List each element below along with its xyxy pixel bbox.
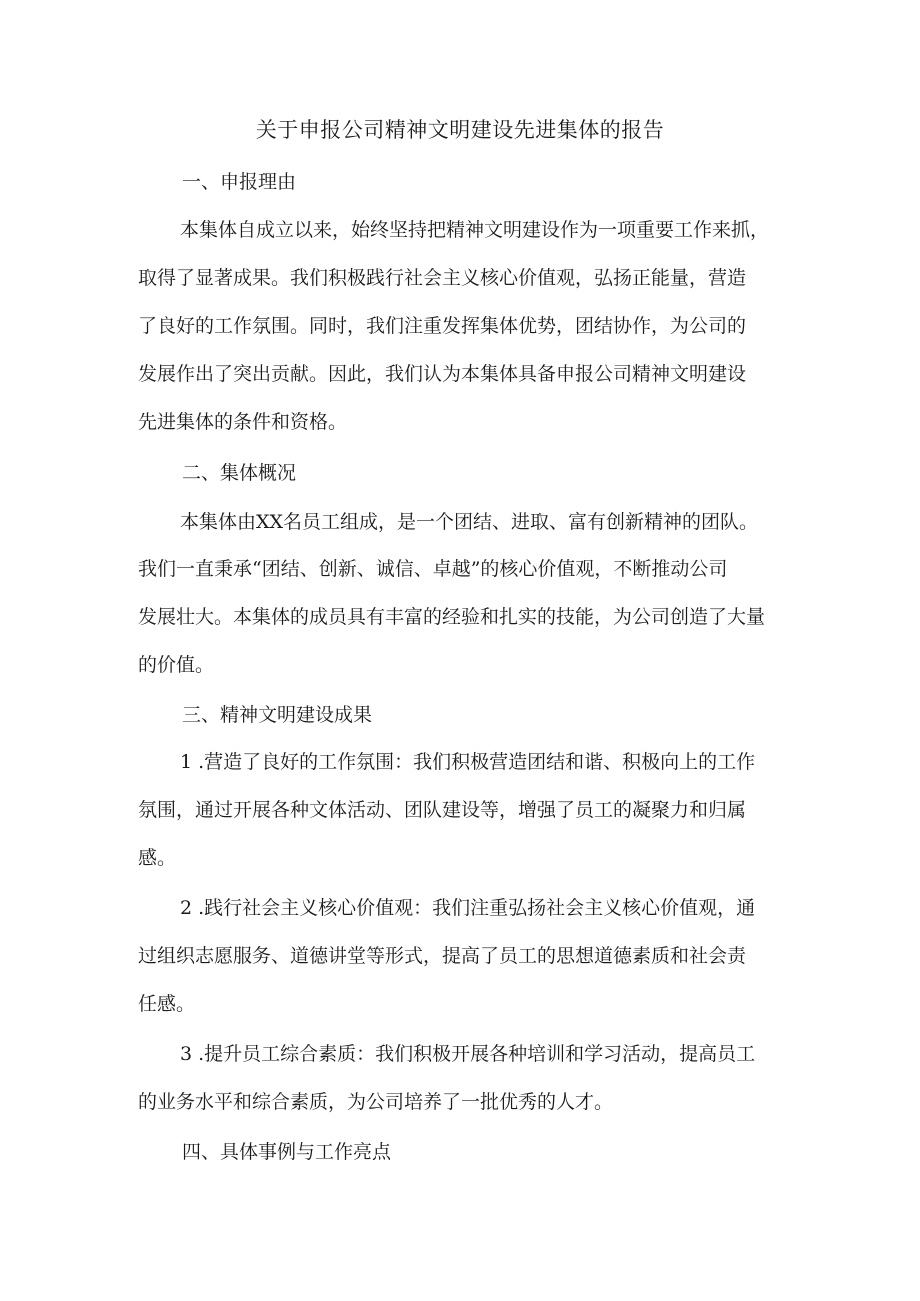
paragraph-line: 本集体自成立以来，始终坚持把精神文明建设作为一项重要工作来抓， [180, 219, 770, 241]
list-item-line: 过组织志愿服务、道德讲堂等形式，提高了员工的思想道德素质和社会责 [138, 945, 747, 967]
list-item-line: 的业务水平和综合素质，为公司培养了一批优秀的人才。 [138, 1091, 614, 1113]
paragraph-line: 我们一直秉承“团结、创新、诚信、卓越”的核心价值观，不断推动公司 [138, 558, 728, 580]
document-title: 关于申报公司精神文明建设先进集体的报告 [255, 118, 665, 142]
paragraph-line: 发展作出了突出贡献。因此，我们认为本集体具备申报公司精神文明建设 [138, 363, 747, 385]
list-item-line: 氛围，通过开展各种文体活动、团队建设等，增强了员工的凝聚力和归属 [138, 799, 747, 821]
paragraph-line: 了良好的工作氛围。同时，我们注重发挥集体优势，团结协作，为公司的 [138, 315, 747, 337]
list-item-line: 2 .践行社会主义核心价值观：我们注重弘扬社会主义核心价值观，通 [180, 897, 756, 919]
list-item-line: 感。 [138, 847, 177, 869]
list-item-line: 任感。 [138, 993, 196, 1015]
section-heading-4: 四、具体事例与工作亮点 [182, 1141, 392, 1163]
section-heading-2: 二、集体概况 [182, 462, 297, 484]
paragraph-line: 取得了显著成果。我们积极践行社会主义核心价值观，弘扬正能量，营造 [138, 267, 747, 289]
section-heading-1: 一、申报理由 [182, 171, 297, 193]
list-item-line: 1 .营造了良好的工作氛围：我们积极营造团结和谐、积极向上的工作 [180, 751, 756, 773]
paragraph-line: 先进集体的条件和资格。 [138, 411, 348, 433]
paragraph-line: 发展壮大。本集体的成员具有丰富的经验和扎实的技能，为公司创造了大量 [138, 606, 766, 628]
list-item-line: 3 .提升员工综合素质：我们积极开展各种培训和学习活动，提高员工 [180, 1043, 756, 1065]
paragraph-line: 本集体由XX名员工组成，是一个团结、进取、富有创新精神的团队。 [180, 511, 759, 533]
section-heading-3: 三、精神文明建设成果 [182, 704, 373, 726]
paragraph-line: 的价值。 [138, 654, 215, 676]
